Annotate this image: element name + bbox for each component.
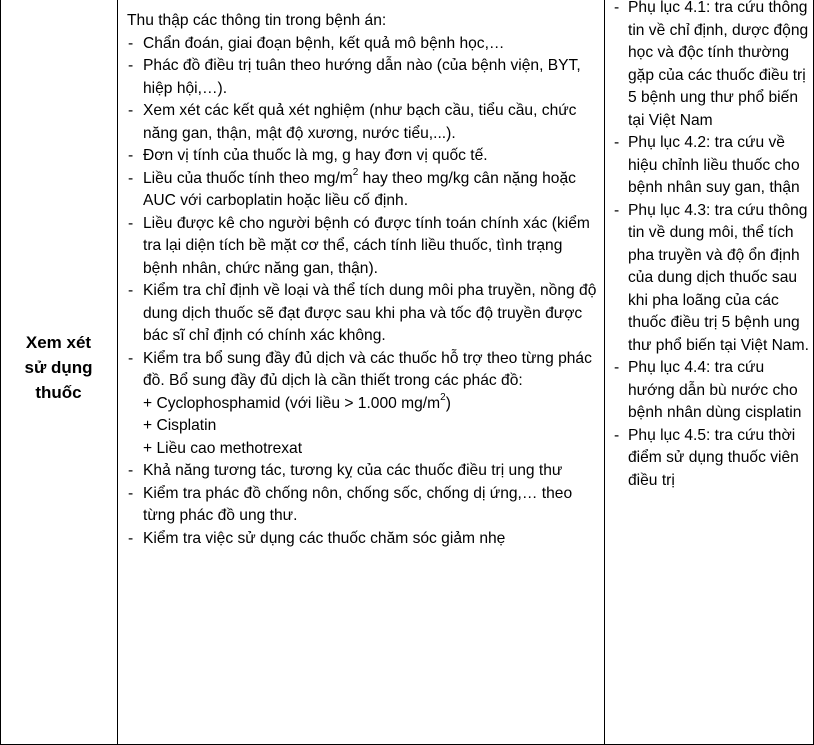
reference-item: - Phụ lục 4.3: tra cứu thông tin về dung môi, thể tích pha truyền và độ ổn định của dung dịch thuốc sau khi pha loãng của các thuốc điều trị 5 bệnh ung thư phổ biến tại Việt Nam. <box>612 200 810 358</box>
reference-item: - Phụ lục 4.2: tra cứu về hiệu chỉnh liều thuốc cho bệnh nhân suy gan, thận <box>612 132 810 200</box>
row-header-line: sử dụng <box>24 358 93 377</box>
superscript: 2 <box>352 167 359 179</box>
sub-item: + Cisplatin <box>143 417 217 434</box>
content-list <box>127 460 597 550</box>
content-intro: Thu thập các thông tin trong bệnh án: <box>127 12 387 29</box>
row-header-cell <box>0 0 117 745</box>
column-divider-1 <box>117 0 118 745</box>
row-header-line: thuốc <box>35 383 82 402</box>
list-item: - Đơn vị tính của thuốc là mg, g hay đơn vị quốc tế. <box>127 145 597 168</box>
row-header-line: Xem xét <box>25 333 92 352</box>
reference-cell <box>612 0 810 492</box>
row-header-label <box>0 330 117 405</box>
content-cell <box>127 10 597 550</box>
sub-item-text: + Cyclophosphamid (với liều > 1.000 mg/m <box>143 394 441 412</box>
list-item: - Phác đồ điều trị tuân theo hướng dẫn nào (của bệnh viện, BYT, hiệp hội,…). <box>127 55 597 100</box>
reference-item: - Phụ lục 4.1: tra cứu thông tin về chỉ định, dược động học và độc tính thường gặp của các thuốc điều trị 5 bệnh ung thư phổ biến tại Việt Nam <box>612 0 810 132</box>
column-divider-2 <box>604 0 605 745</box>
reference-list <box>612 0 810 492</box>
list-item: - Xem xét các kết quả xét nghiệm (như bạch cầu, tiểu cầu, chức năng gan, thận, mật độ xương, nước tiểu,...). <box>127 100 597 145</box>
list-item: - Liều được kê cho người bệnh có được tính toán chính xác (kiểm tra lại diện tích bề mặt cơ thể, cách tính liều thuốc, tình trạng bệnh nhân, chức năng gan, thận). <box>127 213 597 281</box>
list-item: - Kiểm tra việc sử dụng các thuốc chăm sóc giảm nhẹ <box>127 528 597 551</box>
reference-item: - Phụ lục 4.4: tra cứu hướng dẫn bù nước cho bệnh nhân dùng cisplatin <box>612 357 810 425</box>
reference-item: - Phụ lục 4.5: tra cứu thời điểm sử dụng thuốc viên điều trị <box>612 425 810 493</box>
sub-item <box>127 393 597 416</box>
list-item: - Kiểm tra chỉ định về loại và thể tích dung môi pha truyền, nồng độ dung dịch thuốc sẽ đạt được sau khi pha và tốc độ truyền được bác sĩ chỉ định có chính xác không. <box>127 280 597 348</box>
list-item: - Khả năng tương tác, tương kỵ của các thuốc điều trị ung thư <box>127 460 597 483</box>
sub-item-text: ) <box>445 394 451 412</box>
list-item-text: Liều của thuốc tính theo mg/m <box>143 169 353 187</box>
superscript: 2 <box>440 392 446 404</box>
sub-item: + Liều cao methotrexat <box>143 439 303 457</box>
content-list <box>127 33 597 393</box>
list-item: - Kiểm tra phác đồ chống nôn, chống sốc, chống dị ứng,… theo từng phác đồ ung thư. <box>127 483 597 528</box>
list-item-text: hay theo mg/kg cân nặng hoặc AUC với carboplatin hoặc liều cố định. <box>143 169 576 209</box>
list-item: - Kiểm tra bổ sung đầy đủ dịch và các thuốc hỗ trợ theo từng phác đồ. Bổ sung đầy đủ dịch là cần thiết trong các phác đồ: <box>127 348 597 393</box>
list-item <box>127 168 597 213</box>
list-item: - Chẩn đoán, giai đoạn bệnh, kết quả mô bệnh học,… <box>127 33 597 56</box>
